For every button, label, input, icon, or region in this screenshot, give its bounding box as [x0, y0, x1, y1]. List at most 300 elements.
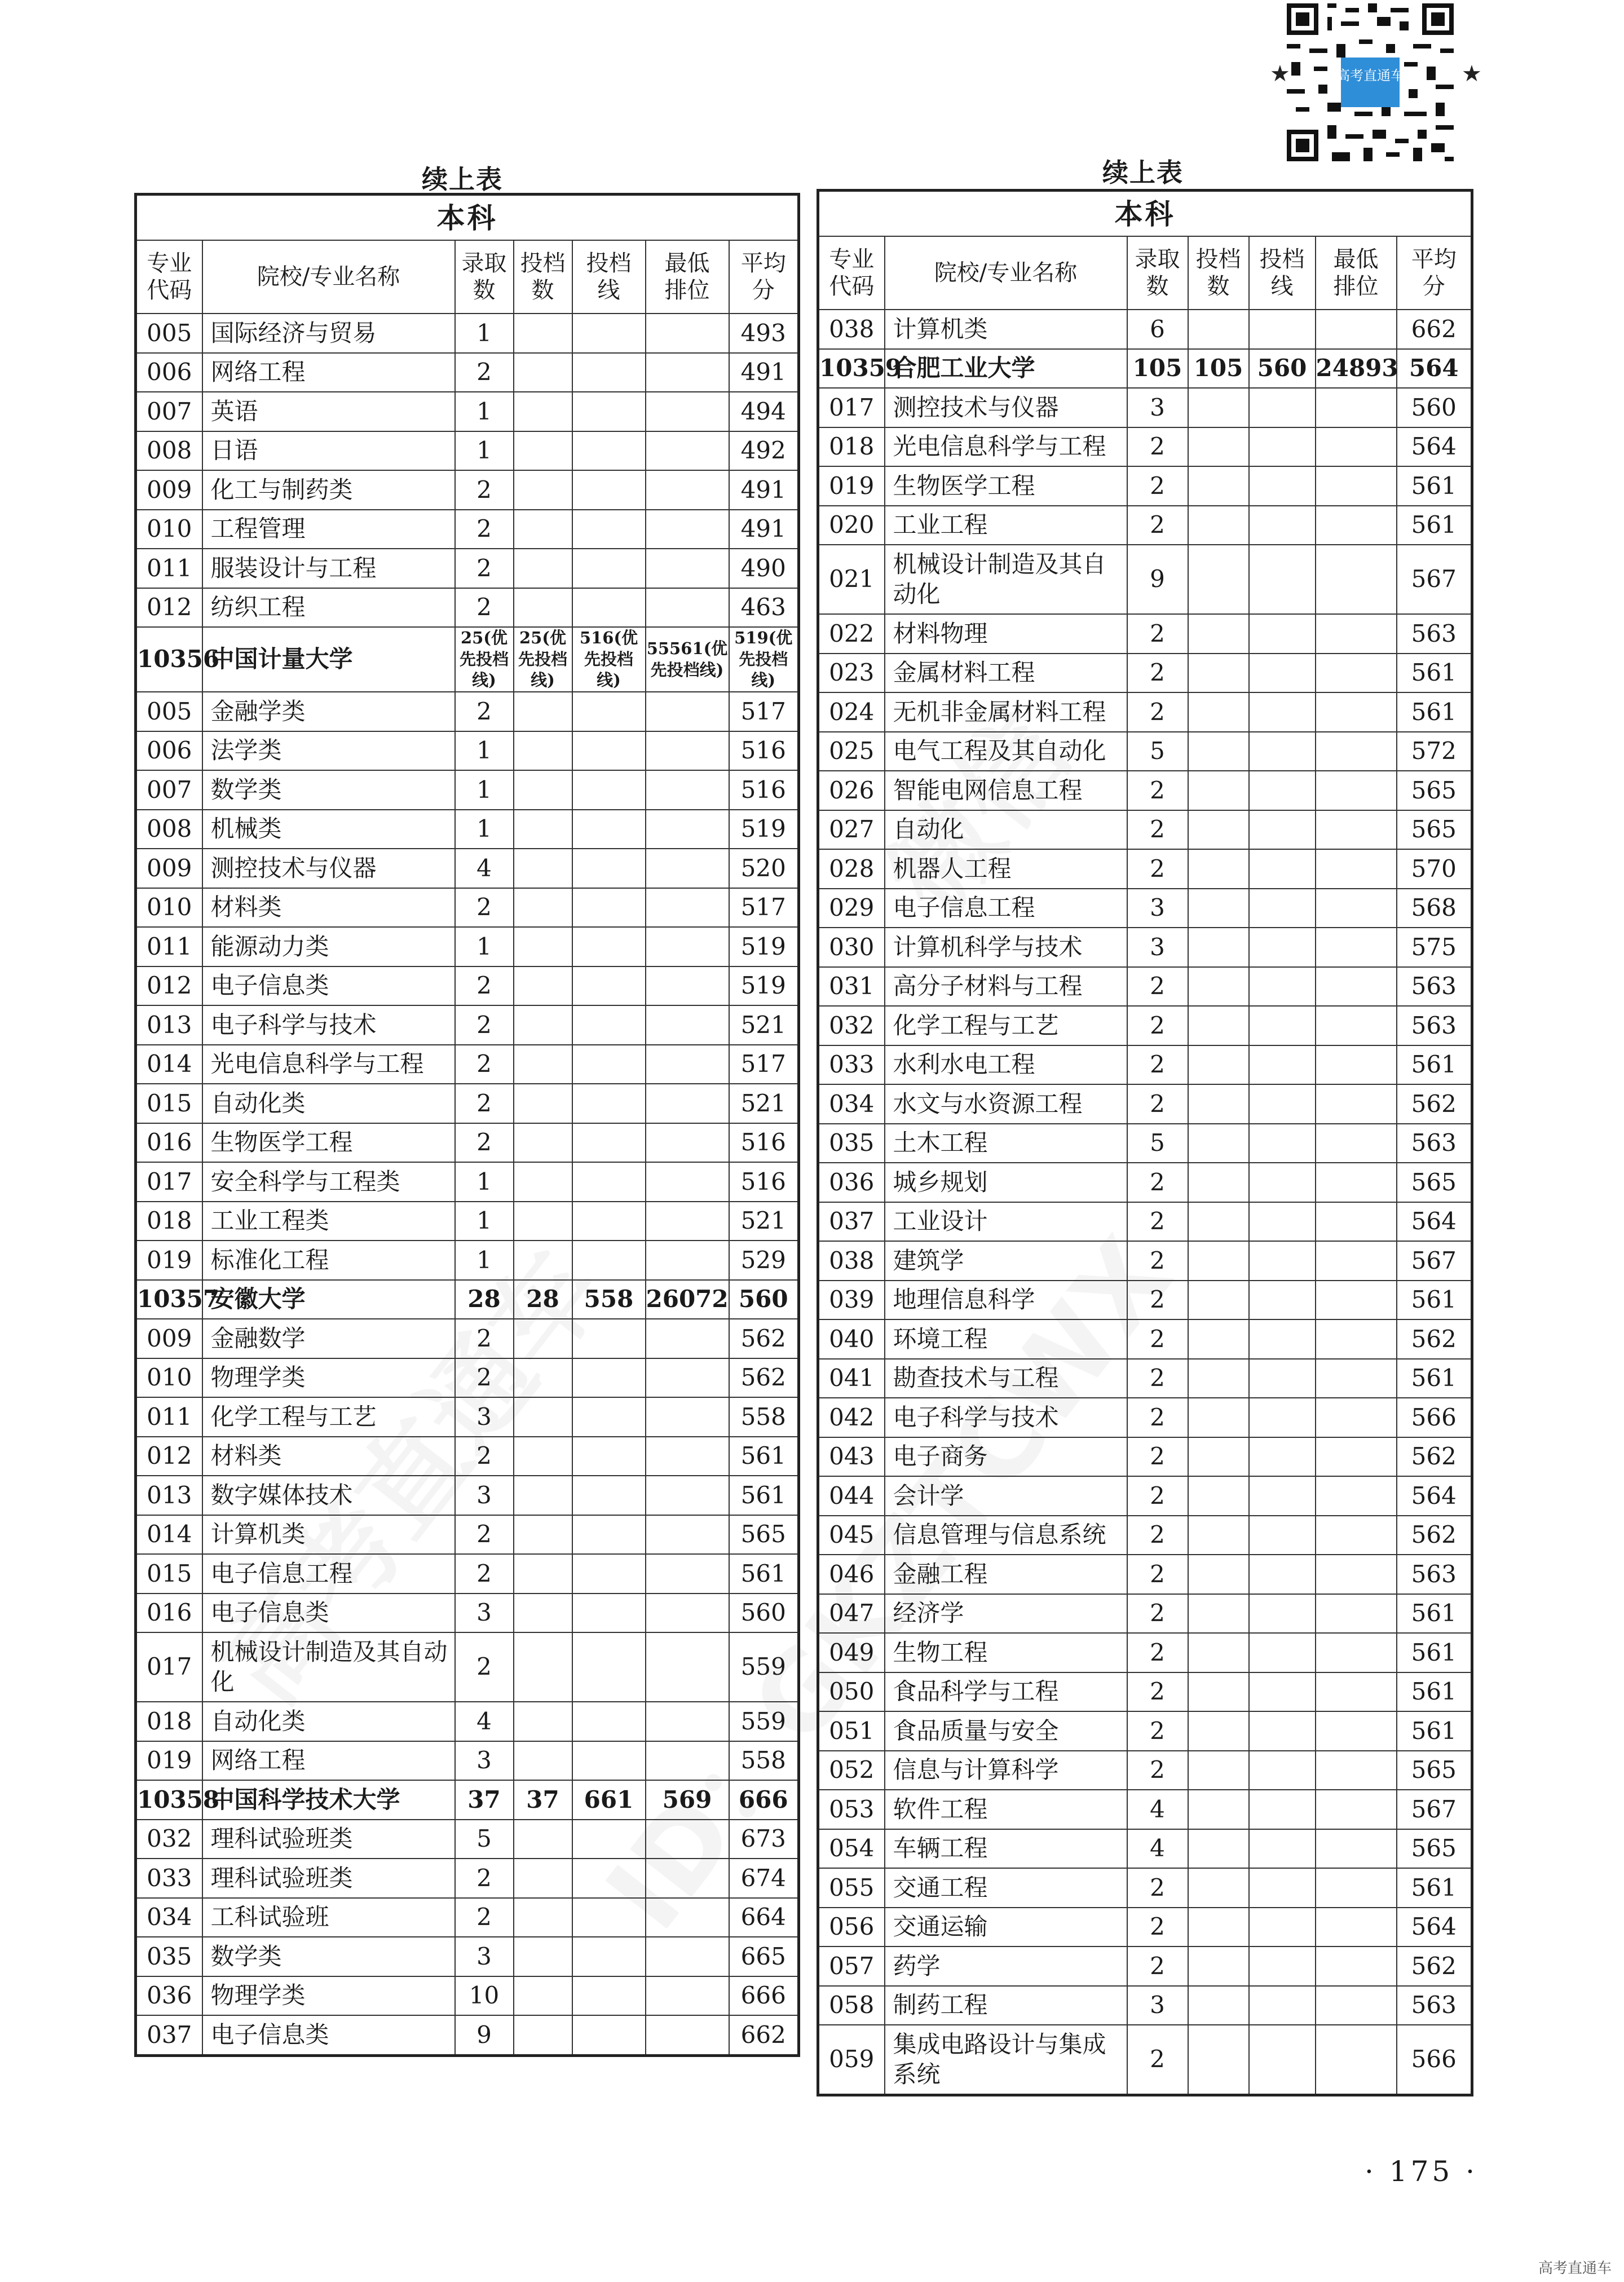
min-rank — [646, 1005, 729, 1045]
min-rank — [646, 431, 729, 471]
university-row — [136, 1780, 799, 1820]
major-name: 物理学类 — [202, 1358, 455, 1398]
header-row — [136, 240, 799, 314]
major-name: 交通运输 — [885, 1908, 1127, 1947]
table-row — [818, 1633, 1472, 1672]
major-code: 044 — [818, 1476, 885, 1516]
min-rank — [1316, 1359, 1397, 1398]
table-row — [818, 427, 1472, 467]
header-average: 平均 分 — [1397, 236, 1472, 310]
header-min-rank: 最低 排位 — [1316, 236, 1397, 310]
table-row — [818, 1751, 1472, 1790]
filed-count — [514, 1241, 572, 1280]
major-name: 土木工程 — [885, 1124, 1127, 1163]
min-rank — [1316, 1946, 1397, 1986]
filing-line — [1249, 1084, 1316, 1124]
min-rank — [646, 731, 729, 771]
major-name: 药学 — [885, 1946, 1127, 1986]
major-name: 物理学类 — [202, 1976, 455, 2016]
average-score: 562 — [1397, 1319, 1472, 1359]
table-row — [136, 888, 799, 928]
average-score: 560 — [1397, 388, 1472, 427]
average-score: 521 — [729, 1084, 799, 1123]
admitted-count: 2 — [455, 1084, 514, 1123]
average-score: 562 — [729, 1358, 799, 1398]
major-name: 英语 — [202, 392, 455, 431]
filing-line — [1249, 1751, 1316, 1790]
filing-line — [572, 849, 646, 888]
filing-line — [572, 314, 646, 353]
admitted-count: 4 — [455, 849, 514, 888]
table-row — [818, 1790, 1472, 1829]
filing-line: 558 — [572, 1280, 646, 1319]
header-code: 专业 代码 — [136, 240, 202, 314]
filing-line — [1249, 1124, 1316, 1163]
major-code: 054 — [818, 1829, 885, 1869]
major-code: 032 — [818, 1006, 885, 1045]
major-code: 021 — [818, 545, 885, 614]
average-score: 562 — [1397, 1516, 1472, 1555]
filed-count — [1188, 849, 1249, 889]
admitted-count: 2 — [455, 470, 514, 510]
min-rank — [646, 1741, 729, 1781]
average-score: 562 — [1397, 1437, 1472, 1477]
average-score: 566 — [1397, 1398, 1472, 1437]
min-rank — [646, 888, 729, 928]
filed-count — [514, 1319, 572, 1358]
min-rank — [646, 588, 729, 628]
major-code: 031 — [818, 967, 885, 1007]
major-code: 026 — [818, 771, 885, 810]
table-row — [818, 1986, 1472, 2025]
major-code: 035 — [136, 1937, 202, 1976]
min-rank — [646, 1632, 729, 1702]
average-score: 519(优先投档线) — [729, 627, 799, 692]
filing-line — [1249, 928, 1316, 967]
filed-count — [514, 927, 572, 966]
filing-line — [1249, 1594, 1316, 1634]
average-score: 561 — [1397, 1281, 1472, 1320]
filing-line — [1249, 1241, 1316, 1281]
filing-line — [572, 2015, 646, 2055]
admitted-count: 2 — [1127, 771, 1188, 810]
filing-line — [1249, 1202, 1316, 1242]
major-code: 013 — [136, 1476, 202, 1515]
right-admission-table — [817, 189, 1473, 2096]
table-row — [136, 1202, 799, 1241]
major-name: 地理信息科学 — [885, 1281, 1127, 1320]
min-rank — [646, 849, 729, 888]
table-row — [818, 1437, 1472, 1477]
filing-line — [1249, 1281, 1316, 1320]
admitted-count: 2 — [1127, 506, 1188, 545]
major-code: 053 — [818, 1790, 885, 1829]
table-row — [136, 431, 799, 471]
average-score: 561 — [729, 1437, 799, 1476]
university-row — [136, 627, 799, 692]
header-filed: 投档 数 — [1188, 236, 1249, 310]
table-row — [818, 1516, 1472, 1555]
major-code: 055 — [818, 1868, 885, 1908]
average-score: 490 — [729, 549, 799, 588]
admitted-count: 5 — [1127, 1124, 1188, 1163]
major-name: 数学类 — [202, 1937, 455, 1976]
average-score: 567 — [1397, 1241, 1472, 1281]
major-code: 030 — [818, 928, 885, 967]
filing-line — [1249, 1672, 1316, 1712]
average-score: 517 — [729, 1045, 799, 1084]
min-rank — [646, 770, 729, 810]
min-rank — [1316, 732, 1397, 771]
major-name: 工业设计 — [885, 1202, 1127, 1242]
filing-line — [1249, 466, 1316, 506]
university-name: 中国科学技术大学 — [202, 1780, 455, 1820]
major-code: 034 — [136, 1898, 202, 1937]
admitted-count: 2 — [1127, 1711, 1188, 1751]
filing-line — [1249, 1908, 1316, 1947]
average-score: 570 — [1397, 849, 1472, 889]
filed-count — [1188, 1084, 1249, 1124]
admitted-count: 5 — [1127, 732, 1188, 771]
major-name: 勘查技术与工程 — [885, 1359, 1127, 1398]
min-rank — [1316, 1711, 1397, 1751]
filed-count — [1188, 1359, 1249, 1398]
filed-count — [514, 353, 572, 392]
qr-code — [1287, 2, 1454, 162]
filed-count — [1188, 427, 1249, 467]
major-code: 10359 — [818, 349, 885, 389]
average-score: 493 — [729, 314, 799, 353]
major-name: 光电信息科学与工程 — [885, 427, 1127, 467]
average-score: 562 — [1397, 1084, 1472, 1124]
major-code: 035 — [818, 1124, 885, 1163]
major-name: 电子信息类 — [202, 966, 455, 1006]
admitted-count: 25(优先投档线) — [455, 627, 514, 692]
table-row — [818, 928, 1472, 967]
average-score: 520 — [729, 849, 799, 888]
filed-count — [1188, 1829, 1249, 1869]
average-score: 666 — [729, 1976, 799, 2016]
min-rank: 24893 — [1316, 349, 1397, 389]
major-name: 环境工程 — [885, 1319, 1127, 1359]
major-code: 012 — [136, 1437, 202, 1476]
filing-line — [572, 1397, 646, 1437]
admitted-count: 4 — [455, 1702, 514, 1741]
filed-count — [514, 1937, 572, 1976]
table-row — [818, 1045, 1472, 1085]
major-name: 理科试验班类 — [202, 1859, 455, 1898]
filed-count — [514, 1702, 572, 1741]
major-code: 041 — [818, 1359, 885, 1398]
major-name: 材料类 — [202, 1437, 455, 1476]
admitted-count: 3 — [455, 1476, 514, 1515]
average-score: 565 — [1397, 810, 1472, 850]
major-code: 009 — [136, 849, 202, 888]
major-name: 交通工程 — [885, 1868, 1127, 1908]
filing-line: 661 — [572, 1780, 646, 1820]
table-row — [136, 1045, 799, 1084]
major-name: 金属材料工程 — [885, 654, 1127, 693]
table-row — [136, 810, 799, 849]
filed-count — [1188, 1711, 1249, 1751]
major-name: 数学类 — [202, 770, 455, 810]
table-row — [136, 1123, 799, 1163]
admitted-count: 1 — [455, 770, 514, 810]
min-rank — [1316, 388, 1397, 427]
major-name: 工业工程 — [885, 506, 1127, 545]
admitted-count: 37 — [455, 1780, 514, 1820]
min-rank — [646, 1702, 729, 1741]
major-name: 数字媒体技术 — [202, 1476, 455, 1515]
admitted-count: 2 — [1127, 1476, 1188, 1516]
min-rank — [646, 1123, 729, 1163]
filing-line — [1249, 1006, 1316, 1045]
min-rank — [646, 353, 729, 392]
major-name: 经济学 — [885, 1594, 1127, 1634]
admitted-count: 2 — [1127, 1281, 1188, 1320]
right-table-caption: 续上表 — [1102, 157, 1184, 188]
filed-count — [1188, 771, 1249, 810]
filing-line — [1249, 654, 1316, 693]
admitted-count: 3 — [455, 1937, 514, 1976]
min-rank — [1316, 1868, 1397, 1908]
major-code: 050 — [818, 1672, 885, 1712]
filed-count — [514, 966, 572, 1006]
average-score: 567 — [1397, 545, 1472, 614]
filing-line — [572, 1741, 646, 1781]
filed-count — [1188, 1124, 1249, 1163]
major-name: 金融数学 — [202, 1319, 455, 1358]
min-rank — [646, 1937, 729, 1976]
major-code: 042 — [818, 1398, 885, 1437]
average-score: 572 — [1397, 732, 1472, 771]
filing-line — [1249, 545, 1316, 614]
major-name: 金融工程 — [885, 1555, 1127, 1594]
min-rank — [646, 549, 729, 588]
major-code: 017 — [136, 1632, 202, 1702]
table-row — [136, 1820, 799, 1859]
table-row — [818, 967, 1472, 1007]
average-score: 565 — [1397, 1829, 1472, 1869]
filed-count — [514, 731, 572, 771]
min-rank — [1316, 1202, 1397, 1242]
table-row — [818, 2025, 1472, 2095]
filed-count — [514, 1437, 572, 1476]
filing-line — [572, 1162, 646, 1202]
major-name: 日语 — [202, 431, 455, 471]
filed-count — [1188, 1868, 1249, 1908]
filing-line — [1249, 1868, 1316, 1908]
page-number: · 175 · — [1365, 2155, 1479, 2188]
min-rank — [1316, 1437, 1397, 1477]
filing-line — [1249, 427, 1316, 467]
table-row — [818, 1124, 1472, 1163]
filed-count: 28 — [514, 1280, 572, 1319]
average-score: 565 — [1397, 1751, 1472, 1790]
admitted-count: 1 — [455, 810, 514, 849]
filed-count — [514, 810, 572, 849]
major-name: 纺织工程 — [202, 588, 455, 628]
filing-line — [1249, 1359, 1316, 1398]
min-rank — [1316, 1516, 1397, 1555]
average-score: 521 — [729, 1005, 799, 1045]
admitted-count: 6 — [1127, 310, 1188, 349]
admitted-count: 2 — [455, 1358, 514, 1398]
min-rank — [1316, 1555, 1397, 1594]
average-score: 559 — [729, 1632, 799, 1702]
min-rank — [646, 1241, 729, 1280]
header-code: 专业 代码 — [818, 236, 885, 310]
filed-count — [514, 1084, 572, 1123]
min-rank: 26072 — [646, 1280, 729, 1319]
average-score: 560 — [729, 1280, 799, 1319]
admitted-count: 3 — [455, 1397, 514, 1437]
min-rank — [1316, 967, 1397, 1007]
min-rank — [1316, 1124, 1397, 1163]
admitted-count: 3 — [1127, 889, 1188, 928]
filed-count — [1188, 1045, 1249, 1085]
major-code: 037 — [818, 1202, 885, 1242]
major-code: 012 — [136, 966, 202, 1006]
filed-count — [514, 1859, 572, 1898]
admitted-count: 2 — [455, 1554, 514, 1594]
admitted-count: 10 — [455, 1976, 514, 2016]
filing-line — [1249, 692, 1316, 732]
table-row — [136, 1319, 799, 1358]
major-code: 008 — [136, 431, 202, 471]
filing-line — [572, 1632, 646, 1702]
table-row — [818, 310, 1472, 349]
table-row — [136, 549, 799, 588]
min-rank — [1316, 1006, 1397, 1045]
major-code: 059 — [818, 2025, 885, 2095]
major-code: 016 — [136, 1123, 202, 1163]
average-score: 558 — [729, 1741, 799, 1781]
average-score: 562 — [1397, 1946, 1472, 1986]
major-code: 049 — [818, 1633, 885, 1672]
filing-line — [572, 731, 646, 771]
min-rank — [646, 1319, 729, 1358]
table-row — [136, 770, 799, 810]
filing-line — [572, 1594, 646, 1633]
major-name: 集成电路设计与集成系统 — [885, 2025, 1127, 2095]
header-name: 院校/专业名称 — [885, 236, 1127, 310]
major-name: 能源动力类 — [202, 927, 455, 966]
major-code: 010 — [136, 888, 202, 928]
admitted-count: 2 — [1127, 1319, 1188, 1359]
filed-count — [1188, 1555, 1249, 1594]
major-code: 029 — [818, 889, 885, 928]
major-code: 020 — [818, 506, 885, 545]
qr-code-icon — [1287, 2, 1454, 162]
header-row — [818, 236, 1472, 310]
admitted-count: 2 — [1127, 1084, 1188, 1124]
major-name: 食品科学与工程 — [885, 1672, 1127, 1712]
filing-line — [1249, 771, 1316, 810]
major-code: 033 — [136, 1859, 202, 1898]
min-rank — [646, 1162, 729, 1202]
filed-count — [514, 1741, 572, 1781]
average-score: 564 — [1397, 427, 1472, 467]
major-name: 会计学 — [885, 1476, 1127, 1516]
filed-count — [1188, 692, 1249, 732]
table-row — [136, 2015, 799, 2055]
filed-count — [1188, 310, 1249, 349]
average-score: 516 — [729, 731, 799, 771]
average-score: 567 — [1397, 1790, 1472, 1829]
major-code: 009 — [136, 1319, 202, 1358]
filed-count — [514, 1397, 572, 1437]
major-code: 005 — [136, 692, 202, 731]
table-row — [818, 1594, 1472, 1634]
filing-line — [572, 1319, 646, 1358]
filing-line — [572, 1702, 646, 1741]
filing-line — [572, 1358, 646, 1398]
filing-line — [572, 810, 646, 849]
average-score: 463 — [729, 588, 799, 628]
major-code: 017 — [818, 388, 885, 427]
admitted-count: 2 — [455, 510, 514, 549]
filed-count — [1188, 1908, 1249, 1947]
average-score: 564 — [1397, 1908, 1472, 1947]
min-rank — [1316, 545, 1397, 614]
average-score: 561 — [1397, 1672, 1472, 1712]
filed-count — [1188, 1751, 1249, 1790]
major-code: 037 — [136, 2015, 202, 2055]
average-score: 559 — [729, 1702, 799, 1741]
filed-count — [1188, 388, 1249, 427]
table-row — [818, 1829, 1472, 1869]
admitted-count: 2 — [1127, 1359, 1188, 1398]
major-code: 022 — [818, 614, 885, 654]
filed-count — [514, 470, 572, 510]
filing-line — [572, 1437, 646, 1476]
min-rank — [646, 1358, 729, 1398]
admitted-count: 3 — [1127, 928, 1188, 967]
table-row — [136, 1162, 799, 1202]
university-name: 安徽大学 — [202, 1280, 455, 1319]
major-code: 034 — [818, 1084, 885, 1124]
admitted-count: 28 — [455, 1280, 514, 1319]
filed-count — [1188, 1790, 1249, 1829]
header-average: 平均 分 — [729, 240, 799, 314]
average-score: 560 — [729, 1594, 799, 1633]
filed-count — [514, 770, 572, 810]
major-name: 车辆工程 — [885, 1829, 1127, 1869]
min-rank — [1316, 654, 1397, 693]
min-rank — [1316, 1986, 1397, 2025]
min-rank: 55561(优先投档线) — [646, 627, 729, 692]
filed-count — [514, 888, 572, 928]
average-score: 561 — [1397, 1359, 1472, 1398]
filed-count — [514, 510, 572, 549]
major-name: 制药工程 — [885, 1986, 1127, 2025]
major-code: 006 — [136, 731, 202, 771]
major-name: 软件工程 — [885, 1790, 1127, 1829]
table-row — [136, 510, 799, 549]
filed-count — [1188, 1006, 1249, 1045]
min-rank — [1316, 1163, 1397, 1202]
admitted-count: 2 — [455, 888, 514, 928]
average-score: 561 — [729, 1554, 799, 1594]
filing-line — [1249, 1476, 1316, 1516]
major-name: 计算机类 — [885, 310, 1127, 349]
filing-line — [1249, 2025, 1316, 2095]
admitted-count: 3 — [1127, 1986, 1188, 2025]
min-rank — [1316, 1241, 1397, 1281]
min-rank — [1316, 692, 1397, 732]
min-rank — [646, 1820, 729, 1859]
